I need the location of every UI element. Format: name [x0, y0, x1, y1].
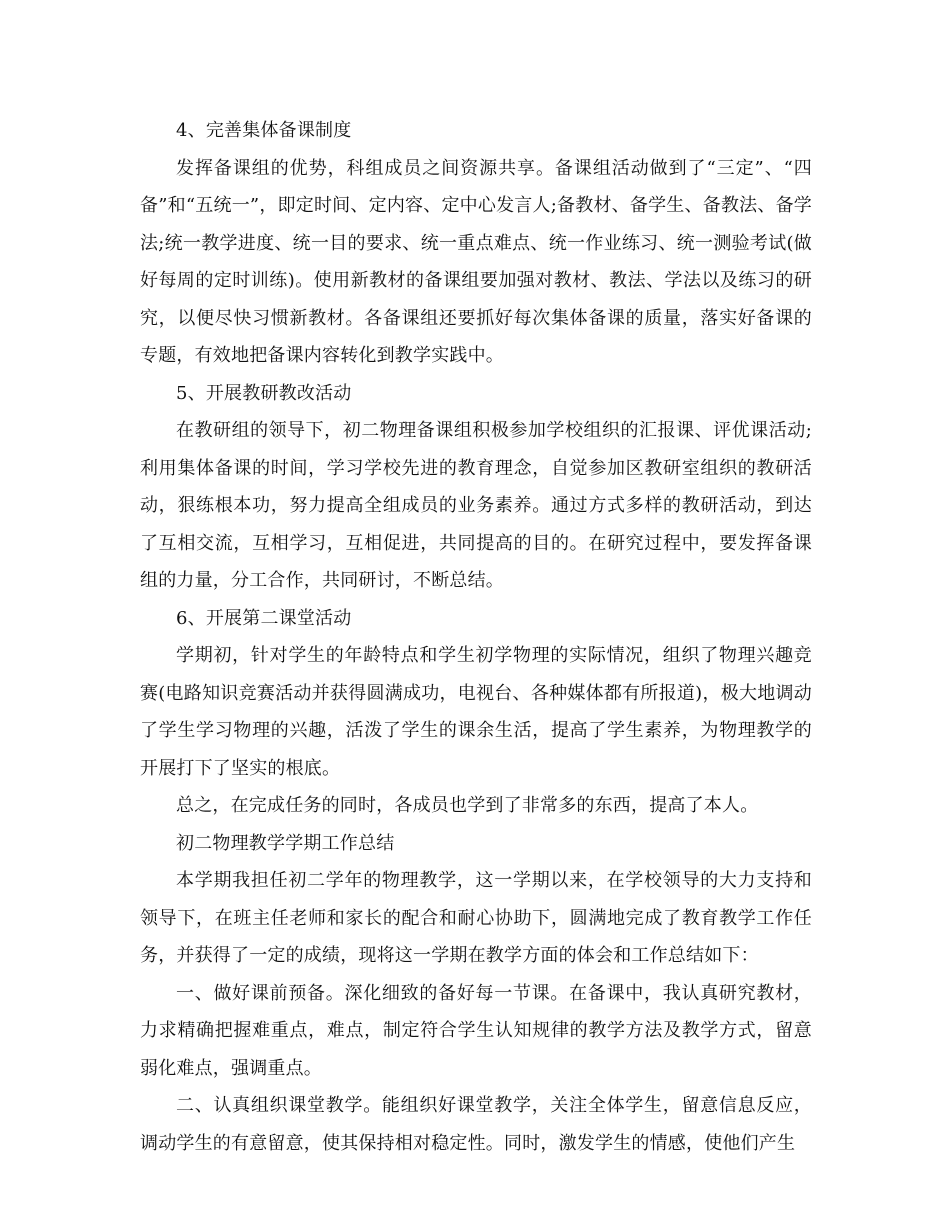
paragraph-conclusion: 总之，在完成任务的同时，各成员也学到了非常多的东西，提高了本人。 [176, 795, 759, 816]
section-heading-6: 6、开展第二课堂活动 [176, 607, 352, 629]
paragraph-semester-intro: 本学期我担任初二学年的物理教学，这一学期以来，在学校领导的大力支持和领导下，在班主任老师和家长的配合和耐心协助下，圆满地完成了教育教学工作任务，并获得了一定的成绩，现将这一学期在教学方面的体会和工作总结如下： [140, 870, 812, 966]
section-heading-5: 5、开展教研教改活动 [176, 382, 352, 404]
document-subtitle: 初二物理教学学期工作总结 [176, 832, 395, 854]
section-heading-4: 4、完善集体备课制度 [176, 120, 352, 141]
document-body [140, 112, 812, 1162]
paragraph-lesson-preparation: 一、做好课前预备。深化细致的备好每一节课。在备课中，我认真研究教材，力求精确把握难重点，难点，制定符合学生认知规律的教学方法及教学方式，留意弱化难点，强调重点。 [140, 982, 812, 1079]
paragraph-teaching-research: 在教研组的领导下，初二物理备课组积极参加学校组织的汇报课、评优课活动;利用集体备课的时间，学习学校先进的教育理念，自觉参加区教研室组织的教研活动，狠练根本功，努力提高全组成员的业务素养。通过方式多样的教研活动，到达了互相交流，互相学习，互相促进，共同提高的目的。在研究过程中，要发挥备课组的力量，分工合作，共同研讨，不断总结。 [140, 420, 812, 591]
paragraph-collective-lesson-prep: 发挥备课组的优势，科组成员之间资源共享。备课组活动做到了“三定”、“四备”和“五统一”，即定时间、定内容、定中心发言人;备教材、备学生、备教法、备学法;统一教学进度、统一目的要求、统一重点难点、统一作业练习、统一测验考试(做好每周的定时训练)。使用新教材的备课组要加强对教材、教法、学法以及练习的研究，以便尽快习惯新教材。各备课组还要抓好每次集体备课的质量，落实好备课的专题，有效地把备课内容转化到教学实践中。 [140, 157, 812, 366]
paragraph-classroom-teaching: 二、认真组织课堂教学。能组织好课堂教学，关注全体学生，留意信息反应，调动学生的有意留意，使其保持相对稳定性。同时，激发学生的情感，使他们产生 [140, 1095, 812, 1154]
paragraph-second-classroom: 学期初，针对学生的年龄特点和学生初学物理的实际情况，组织了物理兴趣竞赛(电路知识竞赛活动并获得圆满成功，电视台、各种媒体都有所报道)，极大地调动了学生学习物理的兴趣，活泼了学生的课余生活，提高了学生素养，为物理教学的开展打下了坚实的根底。 [140, 645, 812, 779]
